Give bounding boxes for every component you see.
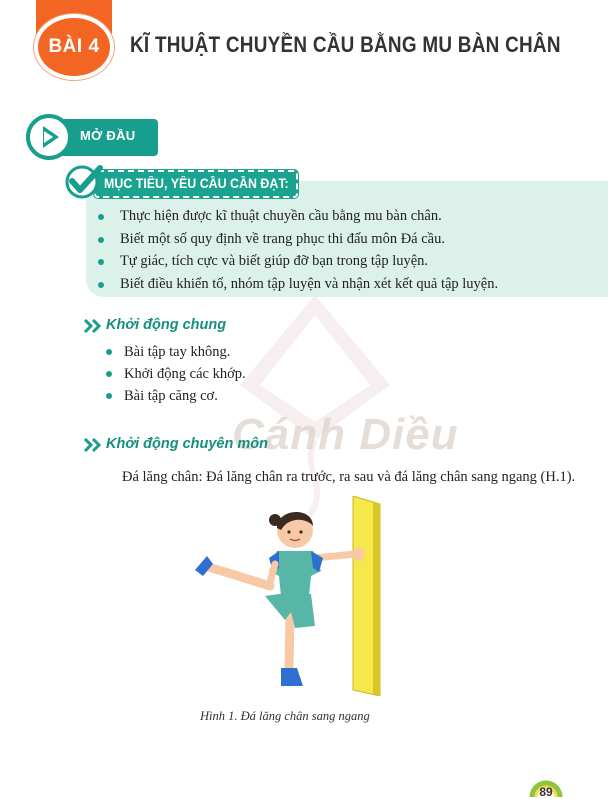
general-warmup-heading-text: Khởi động chung — [106, 317, 227, 333]
lesson-title: KĨ THUẬT CHUYỀN CẦU BẰNG MU BÀN CHÂN — [130, 32, 561, 57]
list-item: Thực hiện được kĩ thuật chuyền cầu bằng mu bàn chân. — [96, 205, 498, 228]
specific-warmup-heading — [84, 436, 268, 452]
specific-warmup-heading-text: Khởi động chuyên môn — [106, 436, 268, 452]
objectives-list — [96, 205, 498, 295]
double-chevron-icon — [84, 319, 104, 333]
specific-warmup-paragraph: Đá lăng chân: Đá lăng chân ra trước, ra sau và đá lăng chân sang ngang (H.1). — [122, 469, 576, 485]
list-item: Khởi động các khớp. — [104, 363, 246, 385]
list-item: Biết điều khiển tổ, nhóm tập luyện và nhận xét kết quả tập luyện. — [96, 273, 498, 296]
general-warmup-list — [104, 341, 246, 407]
double-chevron-icon — [84, 438, 104, 452]
intro-section-label: MỞ ĐẦU — [80, 128, 136, 143]
watermark-text: Cánh Diều — [232, 410, 459, 459]
objectives-label: MỤC TIÊU, YÊU CẦU CẦN ĐẠT: — [104, 176, 289, 191]
list-item: Bài tập căng cơ. — [104, 385, 246, 407]
play-icon — [26, 114, 72, 160]
list-item: Biết một số quy định về trang phục thi đấu môn Đá cầu. — [96, 228, 498, 251]
page-number: 89 — [539, 785, 553, 799]
figure-illustration — [185, 496, 415, 696]
figure-caption: Hình 1. Đá lăng chân sang ngang — [200, 709, 370, 723]
list-item: Tự giác, tích cực và biết giúp đỡ bạn trong tập luyện. — [96, 250, 498, 273]
checkmark-icon — [64, 162, 104, 202]
general-warmup-heading — [84, 317, 226, 333]
lesson-badge-label: BÀI 4 — [48, 36, 100, 57]
lesson-badge — [34, 14, 114, 80]
list-item: Bài tập tay không. — [104, 341, 246, 363]
